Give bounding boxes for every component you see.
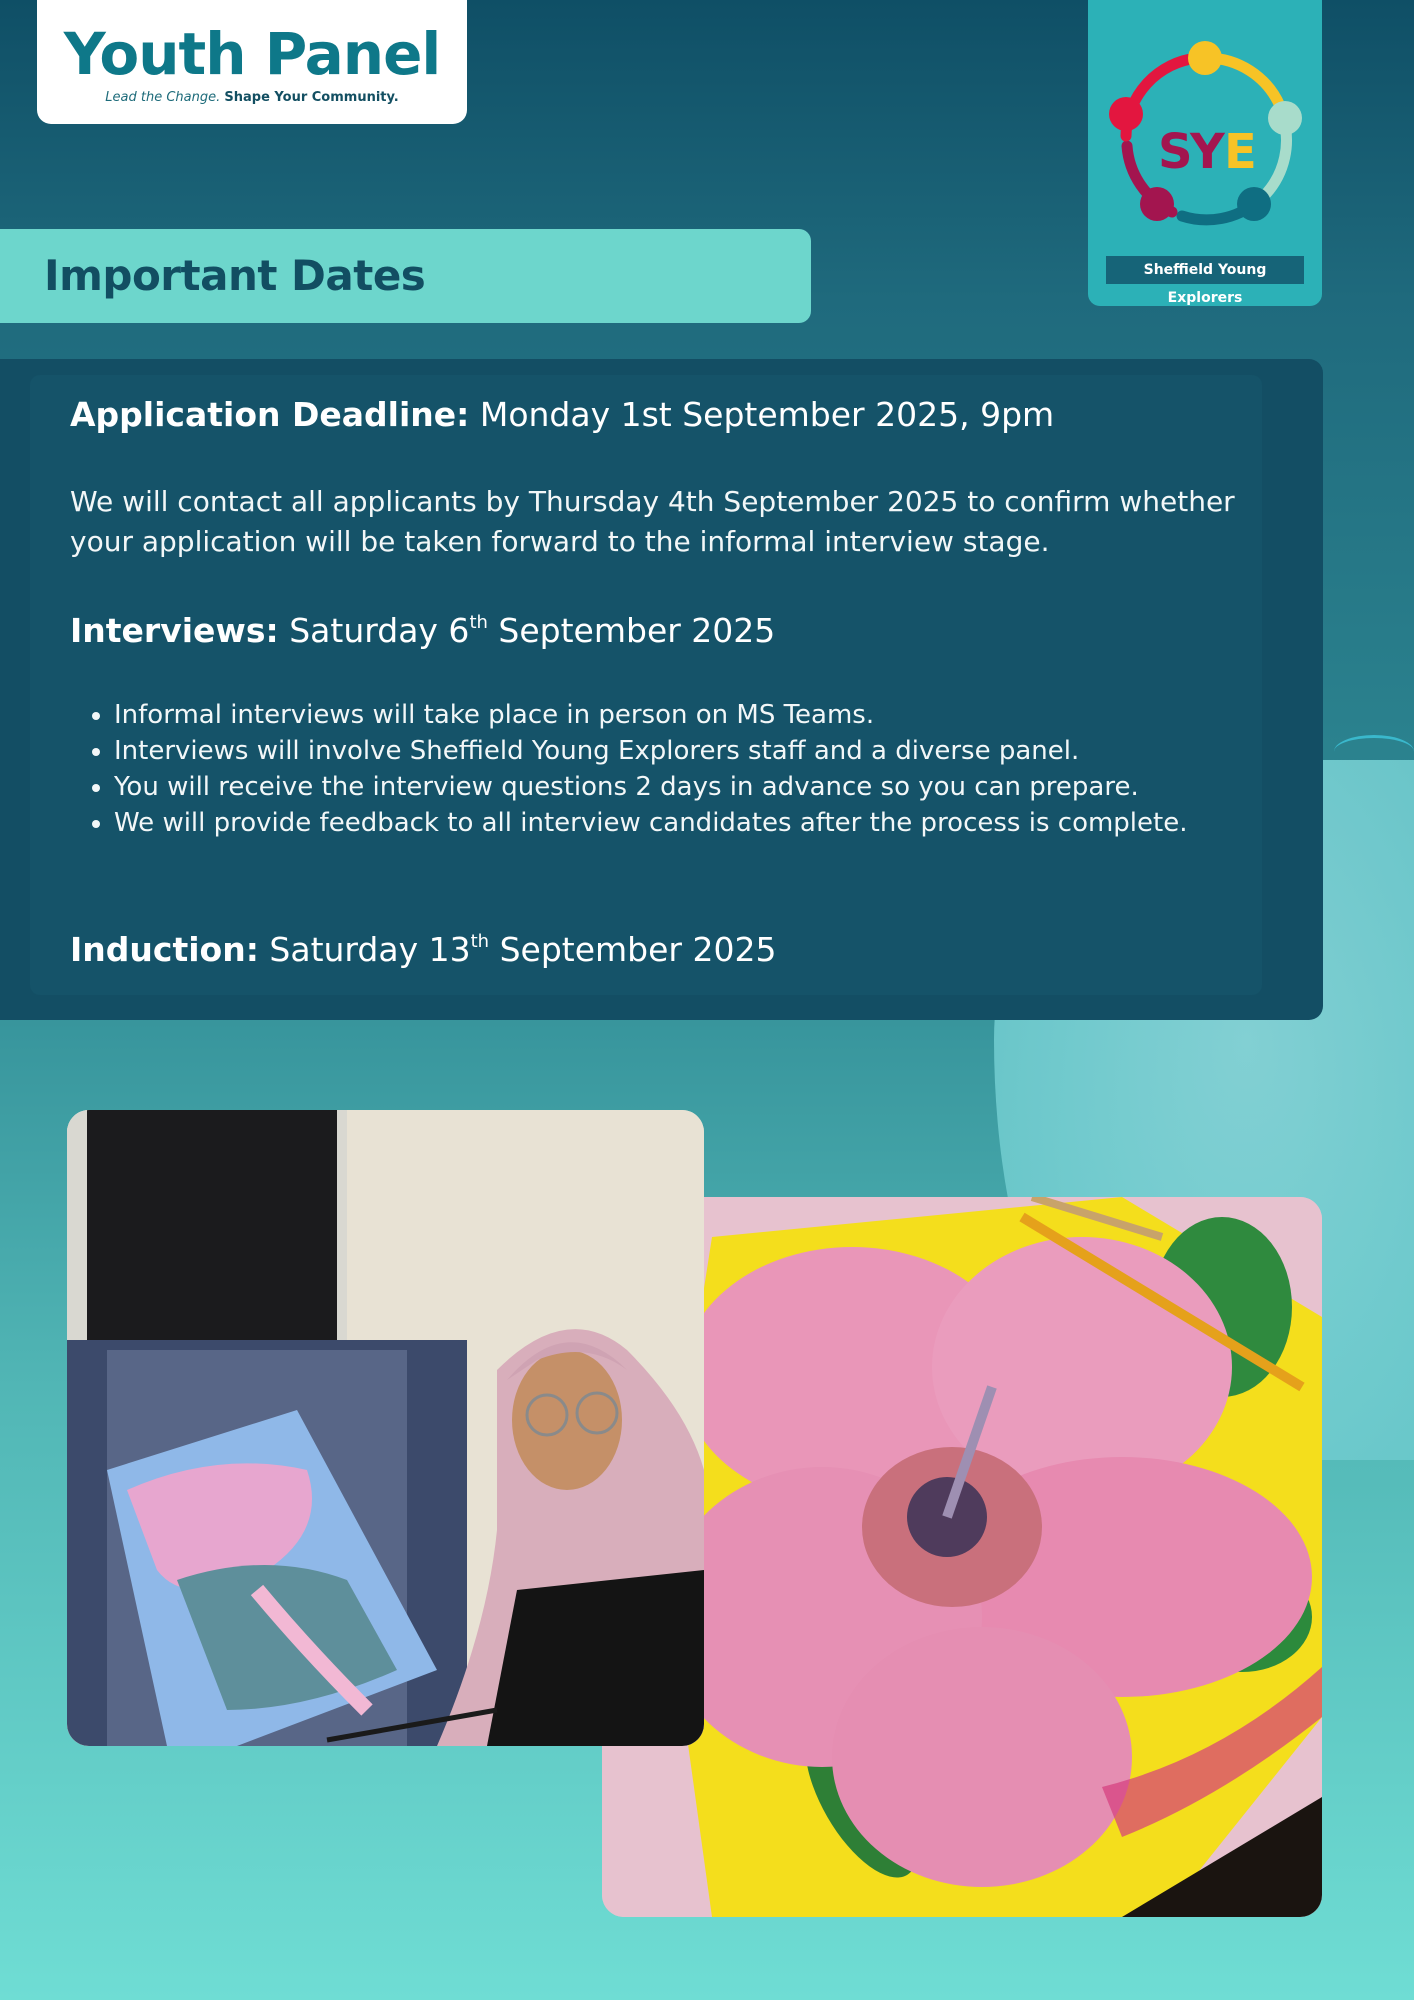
- section-title: Important Dates: [44, 251, 426, 300]
- induction-value-suffix: th: [470, 931, 490, 952]
- sye-logo-icon: [1102, 36, 1308, 242]
- interviews-value-day: Saturday 6: [289, 611, 470, 650]
- artist-photo: [67, 1110, 704, 1746]
- artist-image: [67, 1110, 704, 1746]
- induction-row: [70, 930, 776, 970]
- induction-value-month: September 2025: [499, 930, 777, 969]
- section-heading-band: [0, 229, 811, 323]
- list-item: • We will provide feedback to all interview candidates after the process is complete.: [114, 805, 1264, 841]
- list-item: • Interviews will involve Sheffield Young Explorers staff and a diverse panel.: [114, 733, 1264, 769]
- interviews-row: [70, 611, 775, 651]
- svg-text:E: E: [1224, 124, 1257, 180]
- contact-note: We will contact all applicants by Thursday 4th September 2025 to confirm whether your application will be taken forward to the informal interview stage.: [70, 485, 1235, 558]
- logo-tagline: [37, 90, 467, 105]
- logo-title: Youth Panel: [63, 20, 441, 88]
- svg-text:S: S: [1158, 124, 1193, 180]
- dates-info-panel: [0, 359, 1323, 1020]
- deadline-value: Monday 1st September 2025, 9pm: [479, 395, 1055, 434]
- decorative-wave-line: [1334, 735, 1414, 768]
- interviews-value-suffix: th: [469, 612, 488, 633]
- sye-logo-card: [1088, 0, 1322, 306]
- logo-tagline-bold: Shape Your Community.: [224, 90, 399, 105]
- flower-painting-photo: [602, 1197, 1322, 1917]
- interview-points-list: [70, 697, 1264, 841]
- list-item: • Informal interviews will take place in person on MS Teams.: [114, 697, 1264, 733]
- dates-info-inner: [30, 375, 1262, 995]
- list-item: • You will receive the interview questions 2 days in advance so you can prepare.: [114, 769, 1264, 805]
- flower-painting-image: [602, 1197, 1322, 1917]
- deadline-row: [70, 395, 1054, 435]
- logo-tagline-italic: Lead the Change.: [105, 90, 221, 105]
- interviews-label: Interviews:: [70, 611, 279, 650]
- youth-panel-logo: [37, 0, 467, 124]
- induction-label: Induction:: [70, 930, 259, 969]
- interviews-value-month: September 2025: [498, 611, 776, 650]
- sye-letters: Y: [1190, 124, 1225, 180]
- induction-value-day: Saturday 13: [269, 930, 471, 969]
- sye-org-name: Sheffield Young Explorers: [1106, 256, 1304, 284]
- deadline-label: Application Deadline:: [70, 395, 470, 434]
